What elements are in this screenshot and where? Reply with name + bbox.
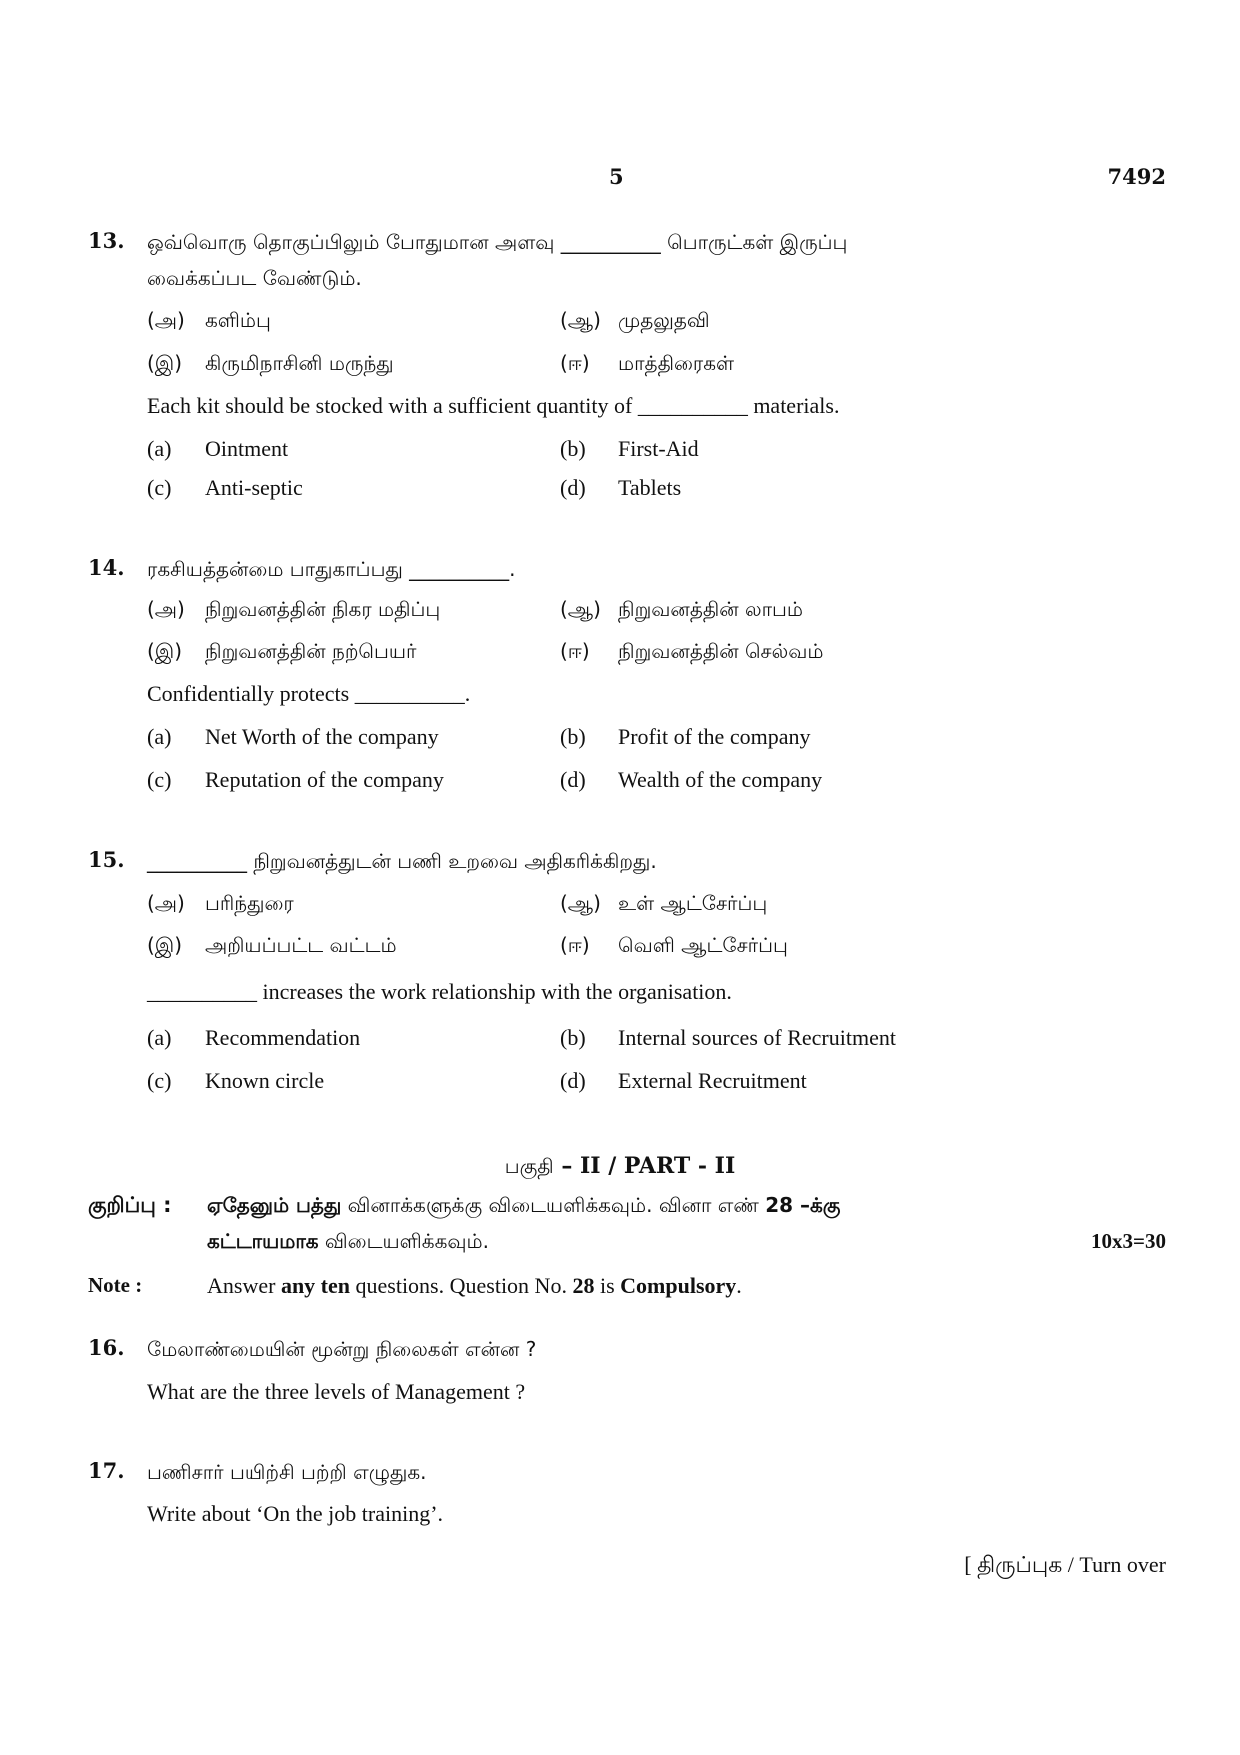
question-number: 14. (88, 555, 125, 580)
paper-code: 7492 (1107, 164, 1166, 189)
option-en-b: (b) Profit of the company (560, 724, 811, 749)
option-ta-d: (ஈ) வெளி ஆட்சேர்ப்பு (560, 933, 788, 957)
option-en-c: (c) Reputation of the company (147, 767, 444, 792)
question-number: 15. (88, 847, 125, 872)
question-text-en: Write about ‘On the job training’. (147, 1501, 444, 1526)
option-ta-b: (ஆ) நிறுவனத்தின் லாபம் (560, 597, 804, 621)
question-number: 16. (88, 1335, 125, 1360)
question-text-en: Each kit should be stocked with a sufficient quantity of __________ materials. (147, 393, 840, 418)
option-en-c: (c) Anti-septic (147, 475, 303, 500)
option-ta-a: (அ) பரிந்துரை (147, 891, 294, 915)
option-ta-b: (ஆ) முதலுதவி (560, 308, 710, 332)
option-en-d: (d) Tablets (560, 475, 682, 500)
option-ta-c: (இ) அறியப்பட்ட வட்டம் (147, 933, 397, 957)
note-en-text: Answer any ten questions. Question No. 28 is Compulsory. (207, 1273, 742, 1298)
note-ta-line2: கட்டாயமாக விடையளிக்கவும். (207, 1229, 489, 1253)
question-text-en: Confidentially protects __________. (147, 681, 471, 706)
option-en-c: (c) Known circle (147, 1068, 325, 1093)
option-en-a: (a) Ointment (147, 436, 289, 461)
option-ta-c: (இ) கிருமிநாசினி மருந்து (147, 351, 394, 375)
option-ta-c: (இ) நிறுவனத்தின் நற்பெயர் (147, 639, 417, 663)
question-text-en: __________ increases the work relationship with the organisation. (147, 979, 732, 1004)
marks: 10x3=30 (1091, 1229, 1166, 1253)
question-text-en: What are the three levels of Management ? (147, 1379, 526, 1404)
option-en-d: (d) Wealth of the company (560, 767, 823, 792)
page-number: 5 (609, 164, 624, 189)
turn-over: [ திருப்புக / Turn over (964, 1552, 1166, 1577)
question-text-ta: ஒவ்வொரு தொகுப்பிலும் போதுமான அளவு __________ பொருட்கள் இருப்பு (147, 230, 848, 254)
question-text-ta: ரகசியத்தன்மை பாதுகாப்பது __________. (147, 557, 516, 581)
option-en-a: (a) Net Worth of the company (147, 724, 439, 749)
question-number: 17. (88, 1458, 125, 1483)
question-number: 13. (88, 228, 125, 253)
question-text-ta: __________ நிறுவனத்துடன் பணி உறவை அதிகரிக்கிறது. (147, 849, 657, 873)
option-en-d: (d) External Recruitment (560, 1068, 807, 1093)
option-ta-a: (அ) களிம்பு (147, 308, 271, 332)
part-title: பகுதி – II / PART - II (504, 1153, 736, 1179)
note-en-label: Note : (88, 1273, 143, 1297)
option-en-b: (b) First-Aid (560, 436, 699, 461)
option-en-a: (a) Recommendation (147, 1025, 361, 1050)
question-text-ta-cont: வைக்கப்பட வேண்டும். (147, 266, 362, 290)
option-ta-d: (ஈ) மாத்திரைகள் (560, 351, 735, 375)
question-text-ta: பணிசார் பயிற்சி பற்றி எழுதுக. (147, 1460, 427, 1484)
note-ta-line1: ஏதேனும் பத்து வினாக்களுக்கு விடையளிக்கவும். வினா எண் 28 –க்கு (207, 1193, 841, 1217)
note-ta-label: குறிப்பு : (88, 1193, 172, 1217)
option-ta-d: (ஈ) நிறுவனத்தின் செல்வம் (560, 639, 824, 663)
option-ta-b: (ஆ) உள் ஆட்சேர்ப்பு (560, 891, 768, 915)
option-ta-a: (அ) நிறுவனத்தின் நிகர மதிப்பு (147, 597, 441, 621)
question-text-ta: மேலாண்மையின் மூன்று நிலைகள் என்ன ? (147, 1337, 537, 1361)
option-en-b: (b) Internal sources of Recruitment (560, 1025, 896, 1050)
